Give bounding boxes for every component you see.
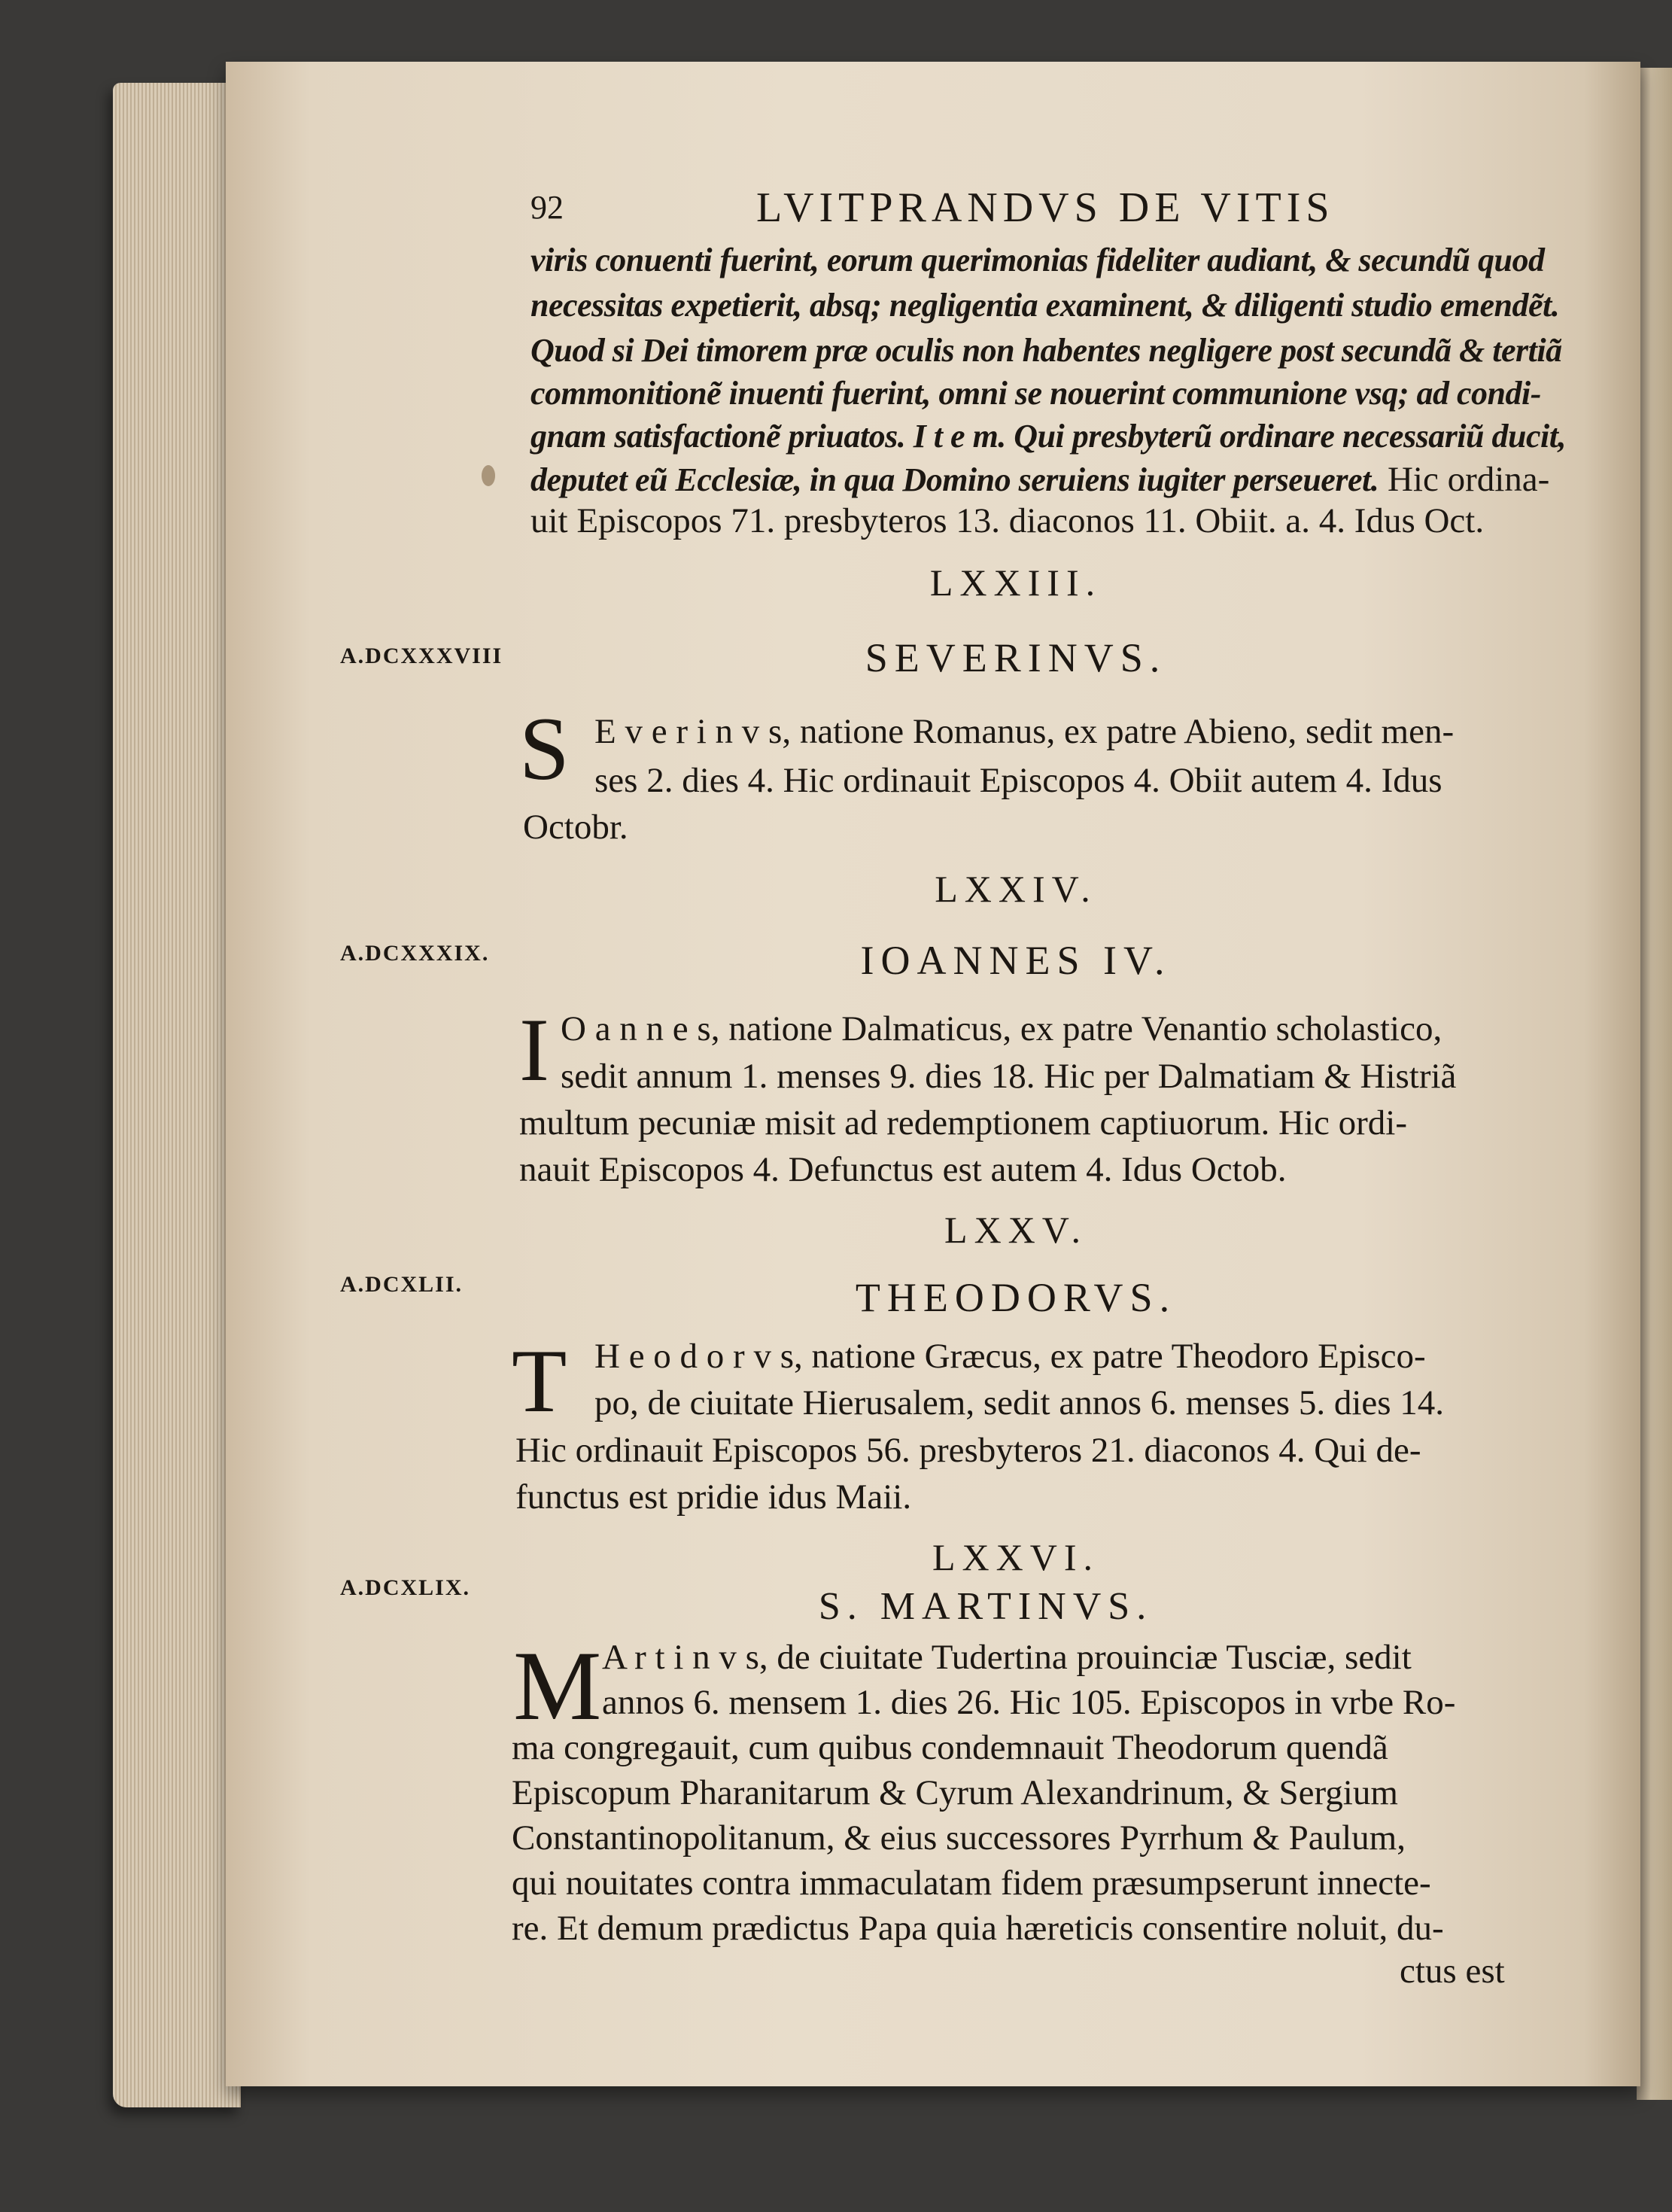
continuation-mixed-line — [530, 459, 1549, 500]
entry-number: LXXIV. — [935, 868, 1097, 910]
continuation-roman-part: Hic ordina- — [1379, 460, 1550, 499]
entry-line: ma congregauit, cum quibus condemnauit Theodorum quendã — [512, 1728, 1388, 1767]
entry-line: O a n n e s, natione Dalmaticus, ex patre Venantio scholastico, — [561, 1009, 1442, 1048]
drop-cap: M — [513, 1630, 602, 1741]
ink-blot — [482, 465, 495, 486]
entry-line: re. Et demum prædictus Papa quia hæreticis consentire noluit, du- — [512, 1909, 1444, 1948]
margin-year: A.DCXXXIX. — [340, 941, 490, 966]
pope-name: THEODORVS. — [855, 1275, 1177, 1320]
entry-line: annos 6. mensem 1. dies 26. Hic 105. Episcopos in vrbe Ro- — [602, 1683, 1456, 1722]
entry-line: nauit Episcopos 4. Defunctus est autem 4. Idus Octob. — [519, 1150, 1287, 1189]
entry-number: LXXIII. — [929, 561, 1102, 604]
entry-number: LXXVI. — [932, 1536, 1100, 1578]
entry-line: ses 2. dies 4. Hic ordinauit Episcopos 4. Obiit autem 4. Idus — [594, 761, 1442, 800]
entry-line: Episcopum Pharanitarum & Cyrum Alexandrinum, & Sergium — [512, 1773, 1398, 1812]
continuation-italic-part: deputet eũ Ecclesiæ, in qua Domino seruiens iugiter perseueret. — [530, 461, 1379, 498]
page-number: 92 — [530, 189, 564, 226]
entry-line: E v e r i n v s, natione Romanus, ex patre Abieno, sedit men- — [594, 712, 1455, 751]
continuation-last-line: uit Episcopos 71. presbyteros 13. diaconos 11. Obiit. a. 4. Idus Oct. — [530, 501, 1485, 540]
entry-line: sedit annum 1. menses 9. dies 18. Hic per Dalmatiam & Histriã — [561, 1057, 1457, 1096]
entry-line: qui nouitates contra immaculatam fidem præsumpserunt innecte- — [512, 1864, 1431, 1903]
page-edges — [113, 83, 241, 2107]
pope-name: IOANNES IV. — [860, 938, 1172, 983]
running-title: LVITPRANDVS DE VITIS — [756, 184, 1335, 231]
entry-line: po, de ciuitate Hierusalem, sedit annos 6. menses 5. dies 14. — [594, 1383, 1445, 1422]
entry-line: Hic ordinauit Episcopos 56. presbyteros 21. diaconos 4. Qui de- — [515, 1431, 1421, 1470]
continuation-line: necessitas expetierit, absq; negligentia examinent, & diligenti studio emendẽt. — [530, 287, 1560, 324]
margin-year: A.DCXXXVIII — [340, 644, 503, 668]
entry-line: multum pecuniæ misit ad redemptionem captiuorum. Hic ordi- — [519, 1103, 1407, 1143]
entry-line: H e o d o r v s, natione Græcus, ex patre Theodoro Episco- — [594, 1337, 1426, 1376]
drop-cap: I — [519, 1000, 549, 1100]
entry-line: A r t i n v s, de ciuitate Tudertina prouinciæ Tusciæ, sedit — [602, 1638, 1412, 1677]
drop-cap: S — [519, 698, 570, 799]
margin-year: A.DCXLIX. — [340, 1575, 471, 1600]
catchword: ctus est — [1400, 1952, 1505, 1991]
pope-name: SEVERINVS. — [865, 635, 1167, 680]
pope-name: S. MARTINVS. — [818, 1585, 1154, 1628]
entry-number: LXXV. — [944, 1209, 1087, 1251]
continuation-line: viris conuenti fuerint, eorum querimonias fideliter audiant, & secundũ quod — [530, 242, 1545, 278]
entry-line: Constantinopolitanum, & eius successores Pyrrhum & Paulum, — [512, 1818, 1406, 1858]
facing-page-edge — [1637, 68, 1672, 2100]
continuation-line: Quod si Dei timorem præ oculis non habentes negligere post secundã & tertiã — [530, 332, 1562, 369]
entry-line: functus est pridie idus Maii. — [515, 1477, 912, 1517]
continuation-line: gnam satisfactionẽ priuatos. I t e m. Qui presbyterũ ordinare necessariũ ducit, — [530, 418, 1566, 455]
continuation-line: commonitionẽ inuenti fuerint, omni se nouerint communione vsq; ad condi- — [530, 375, 1541, 412]
drop-cap: T — [512, 1331, 567, 1431]
entry-line: Octobr. — [523, 808, 628, 847]
margin-year: A.DCXLII. — [340, 1272, 464, 1297]
